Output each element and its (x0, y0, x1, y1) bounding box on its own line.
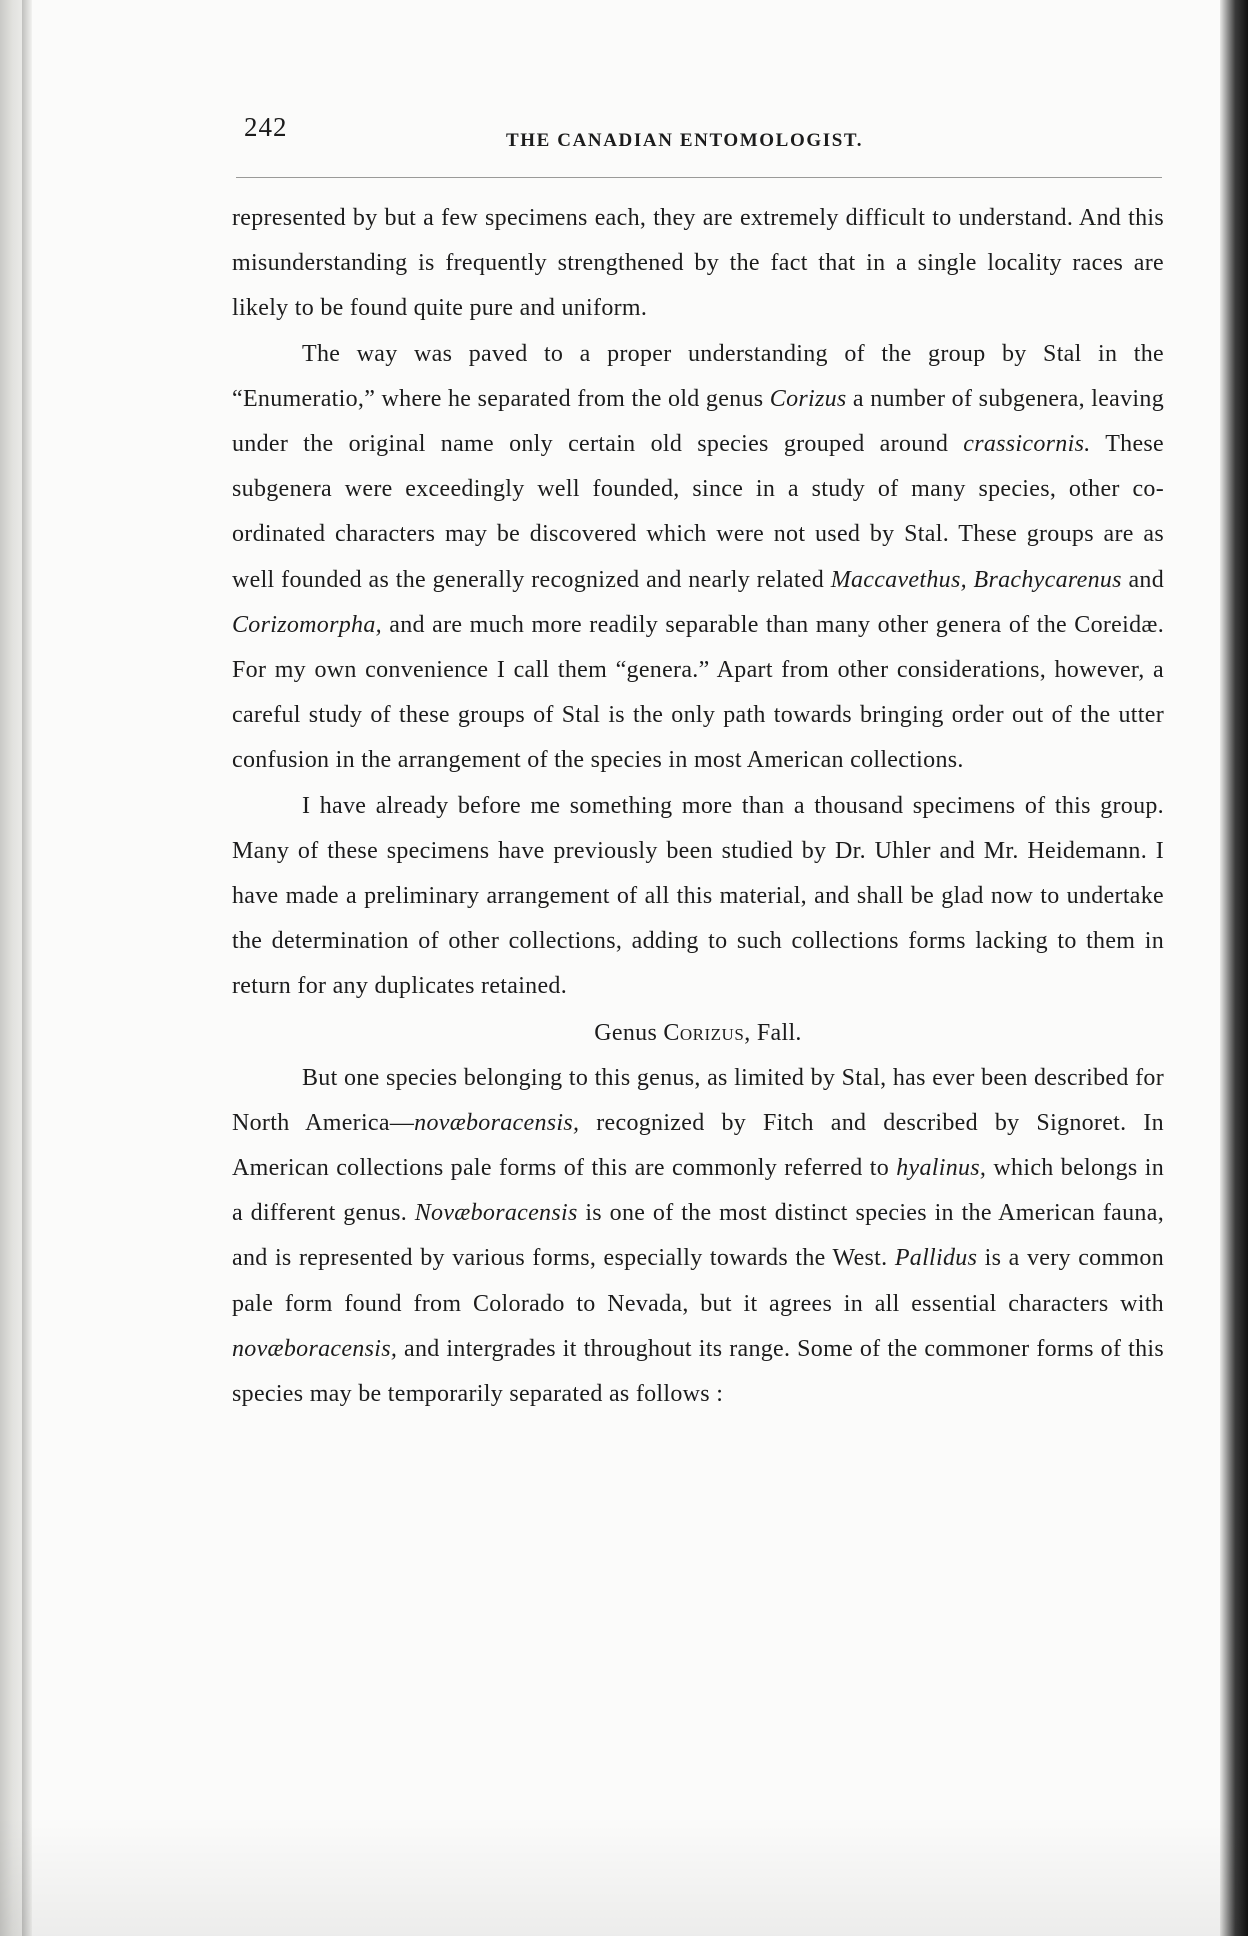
italic-term: Pallidus (894, 1245, 978, 1272)
text-run: is a very common pale form found from Colorado to Nevada, but it agrees in all essential characters with (232, 1245, 1164, 1317)
text-run: a number of subgenera, leaving under the original name only certain old species grouped around (232, 385, 1165, 458)
genus-author: , Fall. (744, 1019, 802, 1046)
text-run: represented by but a few specimens each, they are extremely difficult to understand. And this misunderstanding is frequently strengthened by the fact that in a single locality races are likely to be found quite pure and uniform. (232, 205, 1164, 322)
italic-term: Corizomorpha, (232, 611, 382, 638)
header-rule (236, 177, 1162, 178)
text-run: recognized by Fitch and described by Signoret. In American collections pale forms of this are commonly referred to (232, 1109, 1164, 1182)
text-run: I have already before me something more than a thousand specimens of this group. Many of these specimens have previously been studied by Dr. Uhler and Mr. Heidemann. I have made a preliminary arrangement of all this material, and shall be glad now to undertake the determination of other collections, adding to such collections forms lacking to them in return for any duplicates retained. (232, 792, 1164, 1000)
italic-term: Corizus (769, 385, 847, 412)
italic-term: crassicornis. (963, 431, 1091, 458)
genus-heading (232, 1010, 1164, 1056)
paragraph-1 (232, 196, 1164, 332)
page-number: 242 (244, 112, 288, 142)
italic-term: Novæboracensis (414, 1200, 578, 1227)
text-run: These subgenera were exceedingly well founded, since in a study of many species, other co-ordinated characters may be discovered which were not used by Stal. These groups are as well founded as the generally recognized and nearly related (232, 431, 1165, 593)
paragraph-3 (232, 784, 1164, 1010)
paragraph-4 (232, 1056, 1164, 1418)
italic-term: Maccavethus, Brachycarenus (830, 566, 1122, 593)
text-run: The way was paved to a proper understanding of the group by Stal in the “Enumeratio,” where he separated from the old genus (232, 340, 1164, 412)
italic-term: hyalinus, (896, 1155, 987, 1182)
body-text (232, 196, 1164, 1417)
text-run: But one species belonging to this genus, as limited by Stal, has ever been described for North America— (232, 1064, 1164, 1136)
text-run: and (1121, 566, 1165, 593)
genus-name: Corizus (663, 1019, 745, 1046)
italic-term: novæboracensis, (414, 1109, 580, 1136)
genus-prefix: Genus (594, 1019, 664, 1046)
running-head: THE CANADIAN ENTOMOLOGIST. (506, 130, 864, 151)
paragraph-2 (232, 332, 1164, 784)
text-run: which belongs in a different genus. (232, 1155, 1164, 1227)
text-run: and intergrades it throughout its range. Some of the commoner forms of this species may be temporarily separated as follows : (232, 1335, 1164, 1408)
text-run: and are much more readily separable than many other genera of the Coreidæ. For my own convenience I call them “genera.” Apart from other considerations, however, a careful study of these groups of Stal is the only path towards bringing order out of the utter confusion in the arrangement of the species in most American collections. (232, 611, 1164, 774)
text-run: is one of the most distinct species in the American fauna, and is represented by various forms, especially towards the West. (232, 1200, 1164, 1272)
page-right-edge (1220, 0, 1248, 1936)
spine-shadow (22, 0, 32, 1936)
page-bottom-shade (0, 1816, 1248, 1936)
italic-term: novæboracensis, (232, 1335, 398, 1362)
page-header (244, 112, 1164, 162)
